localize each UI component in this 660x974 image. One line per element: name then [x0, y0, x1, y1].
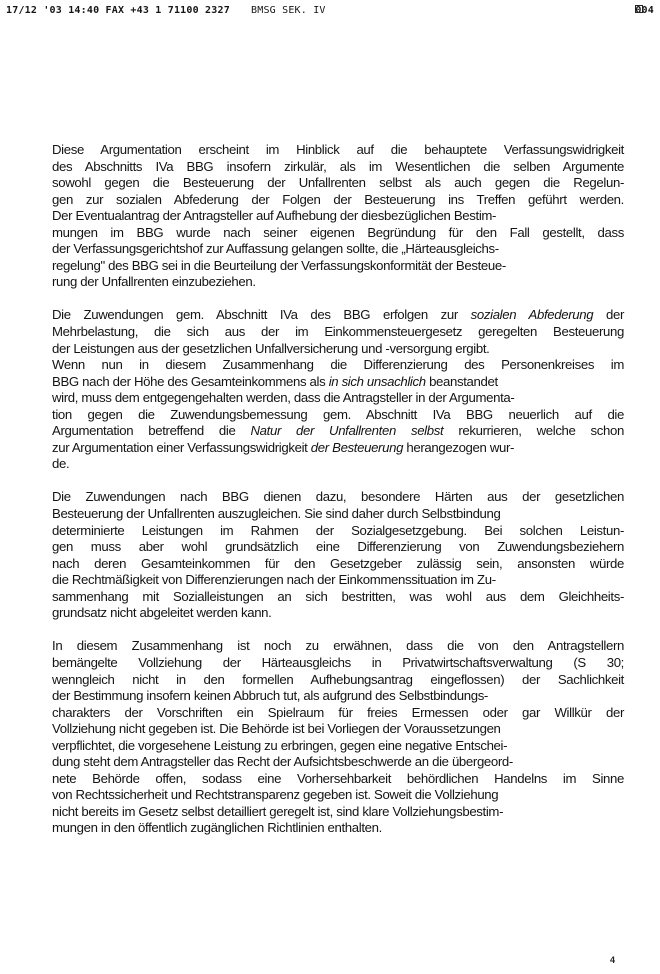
- text-line: [52, 307, 624, 324]
- text-run: verpflichtet, die vorgesehene Leistung zu erbringen, gegen eine negative Entschei-: [52, 737, 508, 753]
- text-line: [52, 324, 624, 341]
- text-line: [52, 771, 624, 788]
- text-run: Wenn nun in diesem Zusammenhang die Differenzierung des Personenkreises im: [52, 357, 624, 373]
- text-run: bemängelte Vollziehung der Härteausgleichs in Privatwirtschaftsverwaltung (S 30;: [52, 654, 624, 670]
- text-line: [52, 820, 624, 837]
- text-run: gen muss aber wohl grundsätzlich eine Differenzierung von Zuwendungsbeziehern: [52, 539, 624, 555]
- text-line: [52, 572, 624, 589]
- emphasized-text: der Besteuerung: [310, 439, 404, 455]
- text-run: Besteuerung der Unfallrenten auszugleichen. Sie sind daher durch Selbstbindung: [52, 506, 501, 522]
- text-line: [52, 258, 624, 275]
- text-run: sammenhang mit Sozialleistungen an sich bestritten, was wohl aus dem Gleichheits-: [52, 588, 624, 604]
- text-run: nete Behörde offen, sodass eine Vorhersehbarkeit behördlichen Handelns im Sinne: [52, 770, 624, 786]
- text-run: gen zur sozialen Abfederung der Folgen der Besteuerung ins Treffen geführt werden.: [52, 191, 624, 207]
- text-run: die Rechtmäßigkeit von Differenzierungen nach der Einkommenssituation im Zu-: [52, 572, 496, 588]
- text-run: der: [593, 307, 624, 323]
- text-run: mungen im BBG wurde nach seiner eigenen Begründung für den Fall gestellt, dass: [52, 224, 624, 240]
- text-run: charakters der Vorschriften ein Spielraum für freies Ermessen oder gar Willkür der: [52, 704, 624, 720]
- text-line: [52, 655, 624, 672]
- text-run: nicht bereits im Gesetz selbst detailliert geregelt ist, sind klare Vollziehungsbestim-: [52, 803, 504, 819]
- text-run: sowohl gegen die Besteuerung der Unfallrenten selbst als auch gegen die Regelun-: [52, 175, 624, 191]
- text-line: [52, 374, 624, 391]
- text-line: [52, 738, 624, 755]
- text-run: zur Argumentation einer Verfassungswidrigkeit: [52, 439, 311, 455]
- text-run: determinierte Leistungen im Rahmen der Sozialgesetzgebung. Bei solchen Leistun-: [52, 522, 624, 538]
- text-run: Vollziehung nicht gegeben ist. Die Behörde ist bei Vorliegen der Voraussetzungen: [52, 721, 501, 737]
- text-line: [52, 539, 624, 556]
- text-run: Die Zuwendungen gem. Abschnitt IVa des BBG erfolgen zur: [52, 307, 471, 323]
- paragraph: [52, 638, 624, 837]
- text-run: der Leistungen aus der gesetzlichen Unfallversicherung und -versorgung ergibt.: [52, 340, 490, 356]
- fax-sender-id: BMSG SEK. IV: [251, 5, 326, 16]
- paragraph: [52, 307, 624, 472]
- text-line: [52, 688, 624, 705]
- fax-page-count: 004: [635, 5, 654, 16]
- text-line: [52, 423, 624, 440]
- text-line: [52, 390, 624, 407]
- text-line: [52, 407, 624, 424]
- text-run: regelung" des BBG sei in die Beurteilung der Verfassungskonformität der Besteue-: [52, 257, 506, 273]
- text-run: grundsatz nicht abgeleitet werden kann.: [52, 605, 272, 621]
- text-run: dung steht dem Antragsteller das Recht der Aufsichtsbeschwerde an die übergeord-: [52, 754, 513, 770]
- text-line: [52, 721, 624, 738]
- text-line: [52, 357, 624, 374]
- text-run: BBG nach der Höhe des Gesamteinkommens als: [52, 373, 329, 389]
- fax-page-marker: [635, 5, 654, 16]
- text-run: beanstandet: [425, 373, 498, 389]
- text-run: In diesem Zusammenhang ist noch zu erwähnen, dass die von den Antragstellern: [52, 638, 624, 654]
- fax-icon: [635, 5, 643, 13]
- text-run: des Abschnitts IVa BBG insofern zirkulär, als im Wesentlichen die selben Argumente: [52, 158, 624, 174]
- text-line: [52, 142, 624, 159]
- text-line: [52, 175, 624, 192]
- text-run: wird, muss dem entgegengehalten werden, dass die Antragsteller in der Argumenta-: [52, 390, 515, 406]
- text-line: [52, 804, 624, 821]
- text-run: de.: [52, 456, 70, 472]
- text-run: herangezogen wur-: [403, 439, 515, 455]
- text-line: [52, 192, 624, 209]
- text-line: [52, 754, 624, 771]
- text-line: [52, 274, 624, 291]
- text-run: Argumentation betreffend die: [52, 423, 251, 439]
- text-line: [52, 489, 624, 506]
- text-run: Diese Argumentation erscheint im Hinblick auf die behauptete Verfassungswidrigkeit: [52, 142, 624, 157]
- fax-transmission-info: 17/12 '03 14:40 FAX +43 1 71100 2327: [6, 5, 230, 16]
- emphasized-text: in sich unsachlich: [328, 373, 426, 389]
- text-run: der Verfassungsgerichtshof zur Auffassung gelangen sollte, die „Härteausgleichs-: [52, 241, 499, 257]
- paragraph: [52, 142, 624, 291]
- text-run: der Bestimmung insofern keinen Abbruch tut, als aufgrund des Selbstbindungs-: [52, 688, 488, 704]
- text-run: Die Zuwendungen nach BBG dienen dazu, besondere Härten aus der gesetzlichen: [52, 489, 624, 505]
- emphasized-text: Natur der Unfallrenten selbst: [250, 423, 444, 439]
- text-line: [52, 341, 624, 358]
- document-body: [52, 142, 624, 854]
- text-run: rung der Unfallrenten einzubeziehen.: [52, 274, 256, 290]
- text-run: mungen in den öffentlich zugänglichen Richtlinien enthalten.: [52, 820, 382, 836]
- text-line: [52, 672, 624, 689]
- text-line: [52, 787, 624, 804]
- text-line: [52, 556, 624, 573]
- text-line: [52, 208, 624, 225]
- text-line: [52, 638, 624, 655]
- text-line: [52, 605, 624, 622]
- emphasized-text: sozialen Abfederung: [470, 307, 594, 323]
- text-line: [52, 159, 624, 176]
- text-line: [52, 440, 624, 457]
- text-line: [52, 456, 624, 473]
- text-line: [52, 589, 624, 606]
- text-run: Der Eventualantrag der Antragsteller auf Aufhebung der diesbezüglichen Bestim-: [52, 208, 497, 224]
- text-line: [52, 241, 624, 258]
- text-line: [52, 506, 624, 523]
- text-run: Mehrbelastung, die sich aus der im Einkommensteuergesetz geregelten Besteuerung: [52, 324, 624, 340]
- text-line: [52, 523, 624, 540]
- text-line: [52, 225, 624, 242]
- text-run: wenngleich nicht in den formellen Aufhebungsantrag eingeflossen) der Sachlichkeit: [52, 671, 624, 687]
- text-run: tion gegen die Zuwendungsbemessung gem. Abschnitt IVa BBG neuerlich auf die: [52, 406, 624, 422]
- text-run: von Rechtssicherheit und Rechtstransparenz gegeben ist. Soweit die Vollziehung: [52, 787, 499, 803]
- fax-header: [6, 5, 654, 21]
- paragraph: [52, 489, 624, 621]
- page-number: 4: [610, 955, 616, 965]
- text-run: rekurrieren, welche schon: [443, 423, 624, 439]
- text-line: [52, 705, 624, 722]
- text-run: nach deren Gesamteinkommen für den Gesetzgeber zulässig sein, ansonsten würde: [52, 555, 624, 571]
